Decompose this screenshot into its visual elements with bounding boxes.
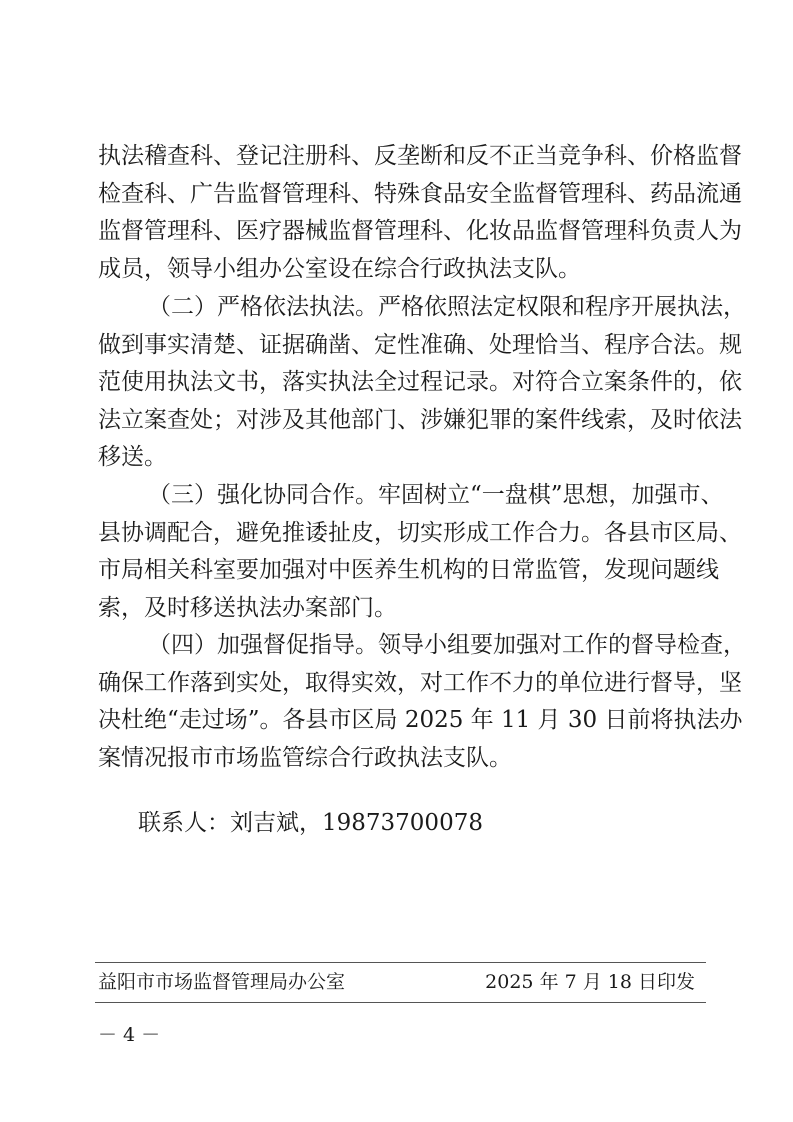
section-heading-line: （四）加强督促指导。领导小组要加强对工作的督导检查，	[148, 632, 746, 658]
body-line: 做到事实清楚、证据确凿、定性准确、处理恰当、程序合法。规	[98, 332, 742, 358]
body-line: 案情况报市市场监管综合行政执法支队。	[98, 745, 512, 771]
issue-date: 2025 年 7 月 18 日印发	[485, 971, 695, 993]
body-line: 监督管理科、医疗器械监督管理科、化妆品监督管理科负责人为	[98, 218, 742, 244]
page-number: － 4 －	[98, 1024, 161, 1046]
body-line: 成员，领导小组办公室设在综合行政执法支队。	[98, 256, 581, 282]
contact-line: 联系人：刘吉斌，19873700078	[138, 810, 483, 836]
body-line: 确保工作落到实处，取得实效，对工作不力的单位进行督导，坚	[98, 670, 742, 696]
footer-top-rule	[95, 962, 706, 963]
section-heading-line: （二）严格依法执法。严格依照法定权限和程序开展执法，	[148, 294, 746, 320]
body-line: 检查科、广告监督管理科、特殊食品安全监督管理科、药品流通	[98, 181, 742, 207]
body-line: 索，及时移送执法办案部门。	[98, 595, 397, 621]
body-line: 市局相关科室要加强对中医养生机构的日常监管，发现问题线	[98, 557, 719, 583]
body-line: 执法稽查科、登记注册科、反垄断和反不正当竞争科、价格监督	[98, 143, 742, 169]
section-heading-line: （三）强化协同合作。牢固树立“一盘棋”思想，加强市、	[148, 482, 724, 508]
footer-bottom-rule	[95, 1002, 706, 1003]
body-line: 决杜绝“走过场”。各县市区局 2025 年 11 月 30 日前将执法办	[98, 707, 743, 733]
body-line: 移送。	[98, 444, 167, 470]
issuer-name: 益阳市市场监督管理局办公室	[98, 971, 346, 993]
body-line: 法立案查处；对涉及其他部门、涉嫌犯罪的案件线索，及时依法	[98, 407, 742, 433]
body-line: 范使用执法文书，落实执法全过程记录。对符合立案条件的，依	[98, 369, 742, 395]
body-line: 县协调配合，避免推诿扯皮，切实形成工作合力。各县市区局、	[98, 520, 742, 546]
